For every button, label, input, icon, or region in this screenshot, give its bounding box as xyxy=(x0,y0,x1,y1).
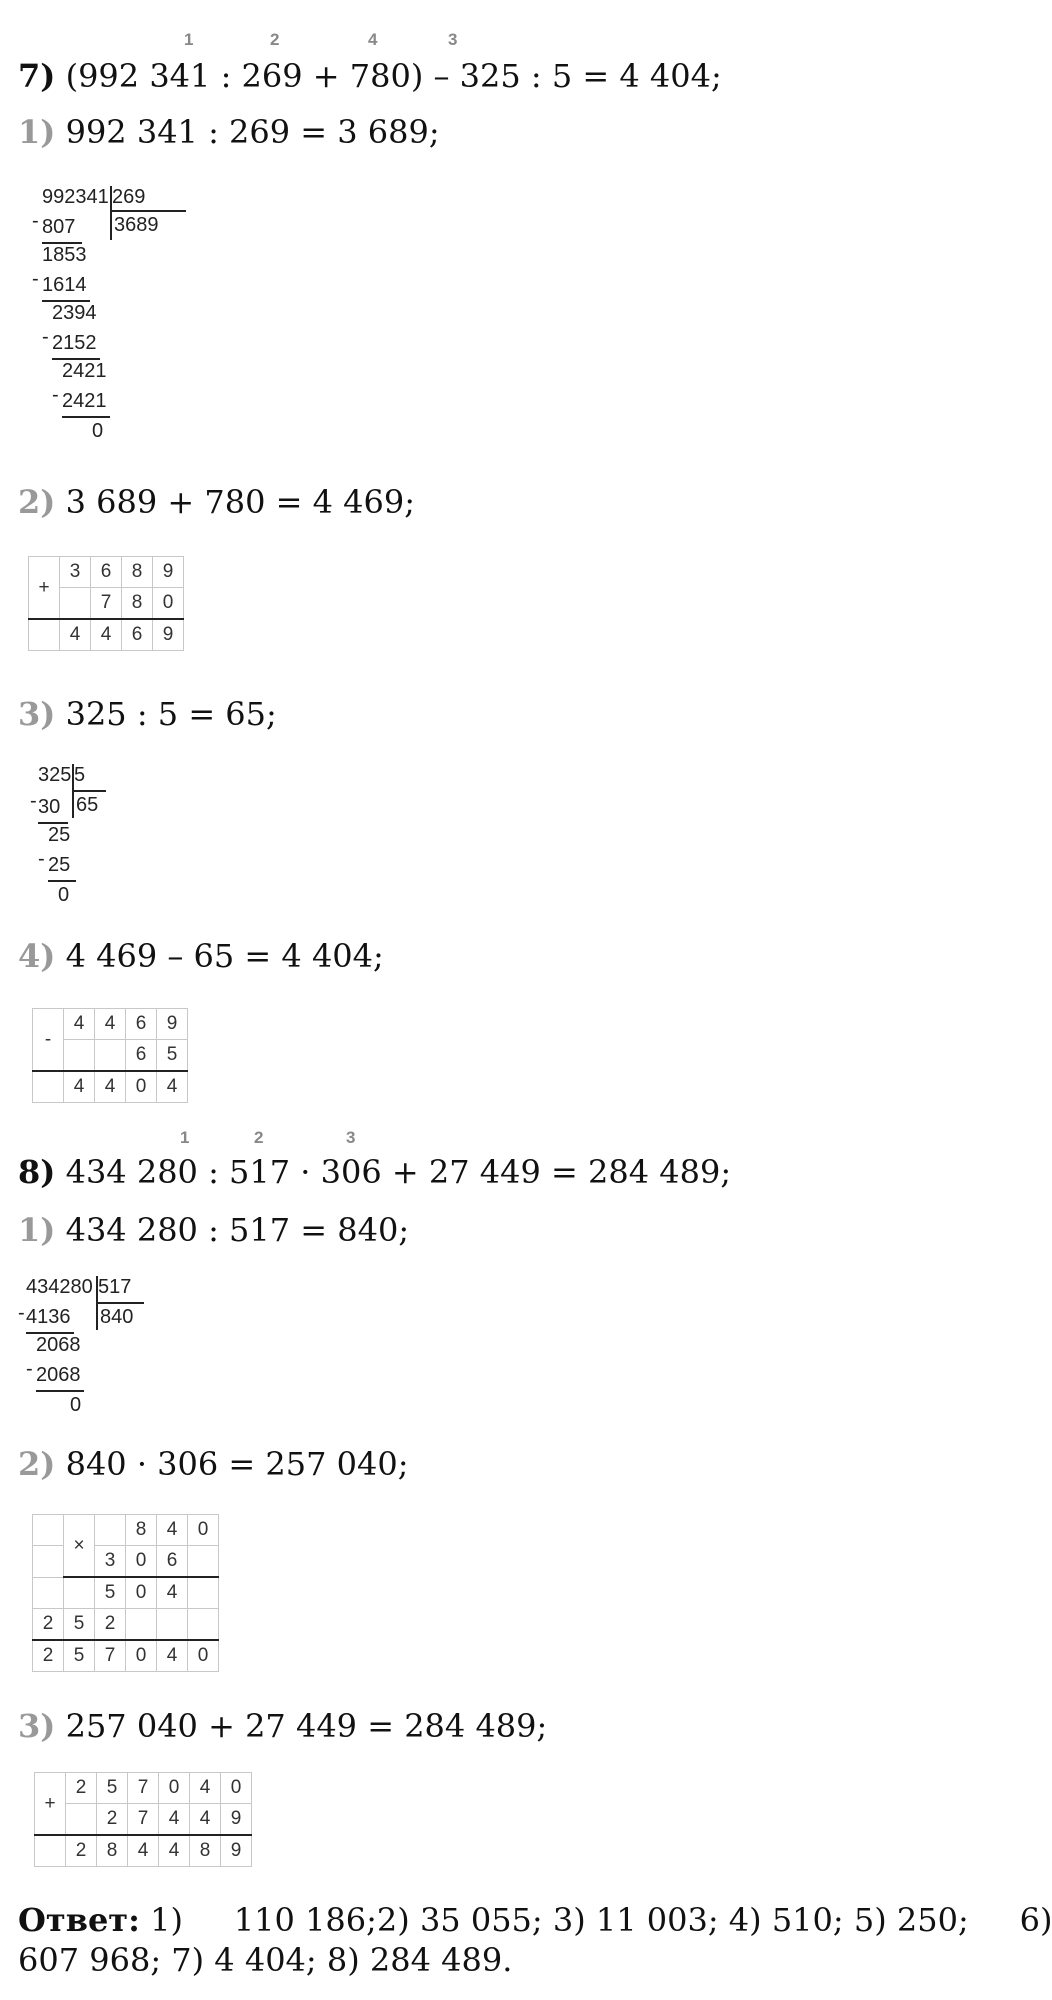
answer-line-2: 607 968; 7) 4 404; 8) 284 489. xyxy=(18,1941,513,1979)
step-text: 992 341 : 269 = 3 689; xyxy=(65,113,440,151)
digit-cell xyxy=(188,1577,219,1609)
step-number: 1) xyxy=(18,113,56,151)
step-number: 2) xyxy=(18,1445,56,1483)
step-4 xyxy=(18,936,384,976)
partial-row: 2068 xyxy=(36,1364,81,1386)
partial-row: 1853 xyxy=(42,244,87,266)
digit-cell: 3 xyxy=(60,557,91,588)
partial-row: 0 xyxy=(58,884,70,906)
digit-cell: 8 xyxy=(126,1515,157,1546)
step-2 xyxy=(18,1444,409,1484)
digit-cell: 2 xyxy=(33,1609,64,1641)
task-number: 7) xyxy=(18,57,56,95)
order-number: 4 xyxy=(368,30,378,49)
column-subtraction-1 xyxy=(32,1008,188,1103)
digit-cell xyxy=(188,1609,219,1641)
step-3 xyxy=(18,694,277,734)
digit-cell xyxy=(33,1577,64,1609)
digit-cell: 8 xyxy=(97,1835,128,1867)
digit-cell xyxy=(33,1515,64,1546)
partial-row: 4136 xyxy=(26,1306,71,1328)
operator-sign: - xyxy=(33,1009,64,1072)
order-number: 1 xyxy=(180,1128,190,1147)
digit-cell: 4 xyxy=(64,1009,95,1040)
digit-cell: 7 xyxy=(128,1804,159,1836)
partial-row: 25 xyxy=(48,824,71,846)
digit-cell: 0 xyxy=(188,1640,219,1672)
digit-cell: 4 xyxy=(159,1804,190,1836)
dividend: 325 xyxy=(38,764,72,786)
digit-cell xyxy=(95,1040,126,1072)
operator-sign: × xyxy=(64,1515,95,1578)
order-number: 2 xyxy=(270,30,280,49)
partial-row: 0 xyxy=(70,1394,82,1416)
digit-cell: 4 xyxy=(159,1835,190,1867)
step-3 xyxy=(18,1706,547,1746)
order-number: 3 xyxy=(448,30,458,49)
divisor: 5 xyxy=(74,764,86,786)
digit-cell: 0 xyxy=(126,1640,157,1672)
dividend: 434280 xyxy=(26,1276,93,1298)
digit-cell: 5 xyxy=(97,1773,128,1804)
digit-cell: 2 xyxy=(66,1773,97,1804)
column-addition-1 xyxy=(28,556,184,651)
divisor: 517 xyxy=(98,1276,132,1298)
digit-cell: 7 xyxy=(95,1640,126,1672)
digit-cell: 4 xyxy=(128,1835,159,1867)
column-addition-2 xyxy=(34,1772,252,1867)
digit-cell xyxy=(60,588,91,620)
digit-cell: 8 xyxy=(122,557,153,588)
digit-cell: 2 xyxy=(66,1835,97,1867)
digit-cell: 4 xyxy=(157,1640,188,1672)
digit-cell: 0 xyxy=(153,588,184,620)
step-1 xyxy=(18,1210,409,1250)
digit-cell: 0 xyxy=(126,1546,157,1578)
digit-cell xyxy=(33,1546,64,1578)
digit-cell: 4 xyxy=(157,1515,188,1546)
partial-row: 2152 xyxy=(52,332,97,354)
digit-cell: 7 xyxy=(128,1773,159,1804)
long-division-3: 434280 517 840 - 4136 2068 - 2068 0 xyxy=(18,1272,178,1422)
step-text: 257 040 + 27 449 = 284 489; xyxy=(65,1707,548,1745)
task-number: 8) xyxy=(18,1153,56,1191)
partial-row: 2421 xyxy=(62,390,107,412)
dividend: 992341 xyxy=(42,186,109,208)
divisor: 269 xyxy=(112,186,146,208)
digit-cell: 6 xyxy=(126,1040,157,1072)
step-text: 840 · 306 = 257 040; xyxy=(65,1445,409,1483)
step-text: 4 469 – 65 = 4 404; xyxy=(65,937,384,975)
digit-cell: 9 xyxy=(157,1009,188,1040)
digit-cell: 4 xyxy=(64,1071,95,1103)
partial-row: 2421 xyxy=(62,360,107,382)
operator-sign: + xyxy=(35,1773,66,1836)
digit-cell: 4 xyxy=(60,619,91,651)
digit-cell: 2 xyxy=(33,1640,64,1672)
partial-row: 25 xyxy=(48,854,71,876)
step-number: 1) xyxy=(18,1211,56,1249)
digit-cell: 5 xyxy=(157,1040,188,1072)
digit-cell: 4 xyxy=(157,1071,188,1103)
step-number: 2) xyxy=(18,483,56,521)
digit-cell xyxy=(126,1609,157,1641)
column-multiplication-1 xyxy=(32,1514,219,1672)
digit-cell: 4 xyxy=(190,1773,221,1804)
digit-cell: 9 xyxy=(221,1804,252,1836)
partial-row: 30 xyxy=(38,796,61,818)
step-number: 3) xyxy=(18,695,56,733)
digit-cell: 0 xyxy=(221,1773,252,1804)
digit-cell: 0 xyxy=(188,1515,219,1546)
order-number: 3 xyxy=(346,1128,356,1147)
digit-cell xyxy=(157,1609,188,1641)
task7-expression xyxy=(18,56,722,96)
partial-row: 0 xyxy=(92,420,104,442)
quotient: 840 xyxy=(100,1306,134,1328)
long-division-2: 325 5 65 - 30 25 - 25 0 xyxy=(30,760,150,910)
digit-cell: 8 xyxy=(190,1835,221,1867)
step-text: 434 280 : 517 = 840; xyxy=(65,1211,410,1249)
expression-text: 434 280 : 517 · 306 + 27 449 = 284 489; xyxy=(65,1153,732,1191)
partial-row: 1614 xyxy=(42,274,87,296)
step-text: 325 : 5 = 65; xyxy=(65,695,277,733)
step-number: 4) xyxy=(18,937,56,975)
digit-cell: 4 xyxy=(190,1804,221,1836)
digit-cell: 6 xyxy=(122,619,153,651)
order-number: 1 xyxy=(184,30,194,49)
digit-cell: 3 xyxy=(95,1546,126,1578)
digit-cell xyxy=(64,1577,95,1609)
digit-cell: 6 xyxy=(126,1009,157,1040)
digit-cell: 4 xyxy=(95,1071,126,1103)
digit-cell: 9 xyxy=(221,1835,252,1867)
digit-cell: 4 xyxy=(157,1577,188,1609)
digit-cell: 5 xyxy=(64,1609,95,1641)
digit-cell: 4 xyxy=(91,619,122,651)
digit-cell: 6 xyxy=(157,1546,188,1578)
digit-cell: 5 xyxy=(64,1640,95,1672)
digit-cell: 4 xyxy=(95,1009,126,1040)
digit-cell: 5 xyxy=(95,1577,126,1609)
step-text: 3 689 + 780 = 4 469; xyxy=(65,483,415,521)
partial-row: 2068 xyxy=(36,1334,81,1356)
answer-line-1: 1) 110 186;2) 35 055; 3) 11 003; 4) 510; 5) 250; 6) xyxy=(150,1901,1052,1939)
answer-label: Ответ: xyxy=(18,1901,140,1939)
digit-cell: 0 xyxy=(159,1773,190,1804)
digit-cell: 9 xyxy=(153,557,184,588)
partial-row: 2394 xyxy=(52,302,97,324)
digit-cell xyxy=(66,1804,97,1836)
answer-block xyxy=(18,1900,1052,1980)
digit-cell xyxy=(64,1040,95,1072)
step-2 xyxy=(18,482,415,522)
digit-cell: 0 xyxy=(126,1577,157,1609)
task8-expression xyxy=(18,1152,731,1192)
digit-cell: 8 xyxy=(122,588,153,620)
quotient: 3689 xyxy=(114,214,159,236)
order-number: 2 xyxy=(254,1128,264,1147)
partial-row: 807 xyxy=(42,216,76,238)
digit-cell xyxy=(95,1515,126,1546)
digit-cell: 9 xyxy=(153,619,184,651)
digit-cell: 6 xyxy=(91,557,122,588)
digit-cell xyxy=(188,1546,219,1578)
digit-cell: 2 xyxy=(97,1804,128,1836)
step-1 xyxy=(18,112,440,152)
digit-cell: 7 xyxy=(91,588,122,620)
digit-cell: 2 xyxy=(95,1609,126,1641)
expression-text: (992 341 : 269 + 780) – 325 : 5 = 4 404; xyxy=(65,57,722,95)
operator-sign: + xyxy=(29,557,60,620)
digit-cell: 0 xyxy=(126,1071,157,1103)
quotient: 65 xyxy=(76,794,99,816)
step-number: 3) xyxy=(18,1707,56,1745)
long-division-1: 992341 269 3689 - 807 1853 - 1614 2394 - 2152 2421 - 2421 0 xyxy=(30,180,210,450)
